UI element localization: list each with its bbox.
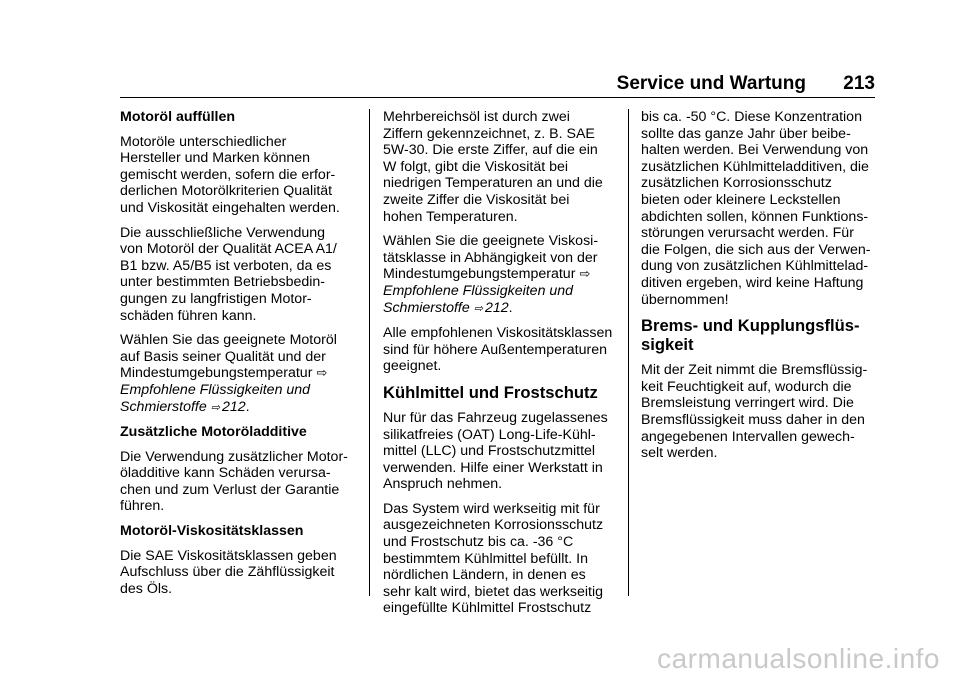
paragraph [383, 325, 616, 375]
cross-reference-page: 212 [484, 299, 509, 316]
paragraph [383, 233, 616, 317]
paragraph [120, 134, 356, 217]
reference-arrow-icon: ⇨ [210, 401, 220, 414]
text-line: schäden führen kann. [120, 307, 257, 324]
text-line: nördlichen Ländern, in denen es [383, 567, 586, 584]
cross-reference-link[interactable] [120, 399, 356, 417]
text-line: unter bestimmten Betriebsbedin- [120, 274, 326, 291]
column-3 [641, 109, 877, 470]
text-line: mittel (LLC) und Frostschutzmittel [383, 443, 596, 460]
heading-line: Brems- und Kupplungsflüs- [641, 316, 860, 336]
text-line: Hersteller und Marken können [120, 150, 311, 167]
cross-reference-link[interactable]: Empfohlene Flüssigkeiten und [120, 381, 311, 398]
text-line: chen und zum Verlust der Garantie [120, 481, 340, 498]
text-line: die Folgen, die sich aus der Verwen- [641, 241, 871, 258]
header-rule [120, 97, 875, 98]
cross-reference-text: Schmierstoffe [383, 299, 470, 316]
heading-line: sigkeit [641, 335, 694, 355]
text-line: gungen zu langfristigen Motor- [120, 290, 312, 307]
text-line [120, 365, 356, 382]
text-line: gemischt werden, sofern die erfor- [120, 166, 336, 183]
paragraph [641, 109, 877, 308]
text-line: sehr kalt wird, bietet das werkseitig [383, 583, 603, 600]
text-line: Die SAE Viskositätsklassen geben [120, 547, 337, 564]
text-line: zweite Ziffer die Viskosität bei [383, 191, 570, 208]
text-line: des Öls. [120, 580, 173, 597]
text-line: störungen verursacht werden. Für [641, 225, 854, 242]
text-line: eingefüllte Kühlmittel Frostschutz [383, 600, 592, 617]
text-line: Bremsflüssigkeit muss daher in den [641, 411, 865, 428]
text-line: abdichten sollen, können Funktions- [641, 208, 869, 225]
text-line: tätsklasse in Abhängigkeit von der [383, 249, 598, 266]
text-line: verwenden. Hilfe einer Werkstatt in [383, 459, 603, 476]
text-line: öladditive kann Schäden verursa- [120, 465, 331, 482]
text-line: halten werden. Bei Verwendung von [641, 142, 869, 159]
text-line: selt werden. [641, 445, 718, 462]
cross-reference-link[interactable] [383, 300, 616, 318]
paragraph [641, 362, 877, 462]
section-heading-bremsfluessigkeit [641, 316, 877, 354]
text-line: Wählen Sie die geeignete Viskosi- [383, 233, 599, 250]
text-line: übernommen! [641, 291, 729, 308]
subheading-motoroel-auffuellen: Motoröl auffüllen [120, 109, 236, 125]
text-line: Anspruch nehmen. [383, 476, 503, 493]
text-fragment: . [508, 299, 513, 316]
text-line: Die Verwendung zusätzlicher Motor- [120, 448, 348, 465]
text-line: Das System wird werkseitig mit für [383, 500, 600, 517]
text-line [383, 266, 616, 283]
text-line: bis ca. -50 °C. Diese Konzentration [641, 109, 862, 125]
text-line: hohen Temperaturen. [383, 208, 518, 225]
text-fragment: . [245, 398, 250, 415]
cross-reference-page: 212 [221, 398, 246, 415]
reference-arrow-icon: ⇨ [316, 365, 328, 381]
page-number: 213 [843, 73, 875, 94]
text-fragment: Mindestumgebungstemperatur [383, 266, 576, 283]
watermark: carmanualsonline.info [657, 643, 940, 674]
text-line: Die ausschließliche Verwendung [120, 224, 326, 241]
text-line: keit Feuchtigkeit auf, wodurch die [641, 378, 852, 395]
text-line: ausgezeichneten Korrosionsschutz [383, 517, 604, 534]
text-line: geeignet. [383, 358, 442, 375]
text-line: sollte das ganze Jahr über beibe- [641, 125, 851, 142]
page-header [0, 69, 875, 99]
text-line: Nur für das Fahrzeug zugelassenes [383, 409, 608, 426]
text-line: zusätzlichen Korrosionsschutz [641, 175, 832, 192]
paragraph [120, 225, 356, 325]
text-line: niedrigen Temperaturen an und die [383, 175, 603, 192]
paragraph [383, 109, 616, 225]
section-heading-kuehlmittel: Kühlmittel und Frostschutz [383, 382, 598, 402]
column-divider [369, 109, 370, 596]
section-title: Service und Wartung [616, 73, 806, 94]
text-line: Mehrbereichsöl ist durch zwei [383, 109, 570, 125]
text-line: W folgt, gibt die Viskosität bei [383, 158, 569, 175]
text-line: und Frostschutz bis ca. -36 °C [383, 534, 574, 551]
cross-reference-link[interactable]: Empfohlene Flüssigkeiten und [383, 282, 574, 299]
cross-reference-text: Schmierstoffe [120, 398, 207, 415]
column-1 [120, 109, 356, 605]
text-line: ditiven ergeben, wird keine Haftung [641, 274, 864, 291]
subheading-motoroeladditive: Zusätzliche Motoröladditive [120, 424, 307, 441]
text-line: und Viskosität eingehalten werden. [120, 199, 340, 216]
text-line: Motoröle unterschiedlicher [120, 133, 287, 150]
text-line: derlichen Motorölkriterien Qualität [120, 183, 333, 200]
text-line: silikatfreies (OAT) Long-Life-Kühl- [383, 426, 596, 443]
text-line: sind für höhere Außentemperaturen [383, 341, 607, 358]
text-line: Ziffern gekennzeichnet, z. B. SAE [383, 125, 595, 142]
paragraph [120, 548, 356, 598]
text-line: 5W-30. Die erste Ziffer, auf die ein [383, 142, 598, 159]
paragraph [120, 332, 356, 416]
reference-arrow-icon: ⇨ [473, 302, 483, 315]
text-line: führen. [120, 498, 165, 515]
text-line: bieten oder kleinere Leckstellen [641, 191, 841, 208]
column-divider [628, 109, 629, 596]
reference-arrow-icon: ⇨ [579, 266, 591, 282]
paragraph [383, 410, 616, 493]
paragraph [120, 449, 356, 515]
text-line: dung von zusätzlichen Kühlmittelad- [641, 258, 869, 275]
text-line: B1 bzw. A5/B5 ist verboten, da es [120, 257, 332, 274]
text-line: auf Basis seiner Qualität und der [120, 348, 326, 365]
text-line: von Motoröl der Qualität ACEA A1/ [120, 241, 337, 258]
text-line: Bremsleistung verringert wird. Die [641, 395, 854, 412]
text-line: Alle empfohlenen Viskositätsklassen [383, 325, 613, 342]
text-line: angegebenen Intervallen gewech- [641, 428, 855, 445]
text-line: bestimmtem Kühlmittel befüllt. In [383, 550, 589, 567]
paragraph [383, 501, 616, 617]
text-line: Mit der Zeit nimmt die Bremsflüssig- [641, 362, 868, 379]
subheading-viskositaetsklassen: Motoröl-Viskositätsklassen [120, 523, 304, 540]
text-fragment: Mindestumgebungstemperatur [120, 365, 313, 382]
column-2 [383, 109, 616, 625]
text-line: Wählen Sie das geeignete Motoröl [120, 332, 337, 349]
text-line: Aufschluss über die Zähflüssigkeit [120, 564, 335, 581]
text-line: zusätzlichen Kühlmitteladditiven, die [641, 158, 869, 175]
